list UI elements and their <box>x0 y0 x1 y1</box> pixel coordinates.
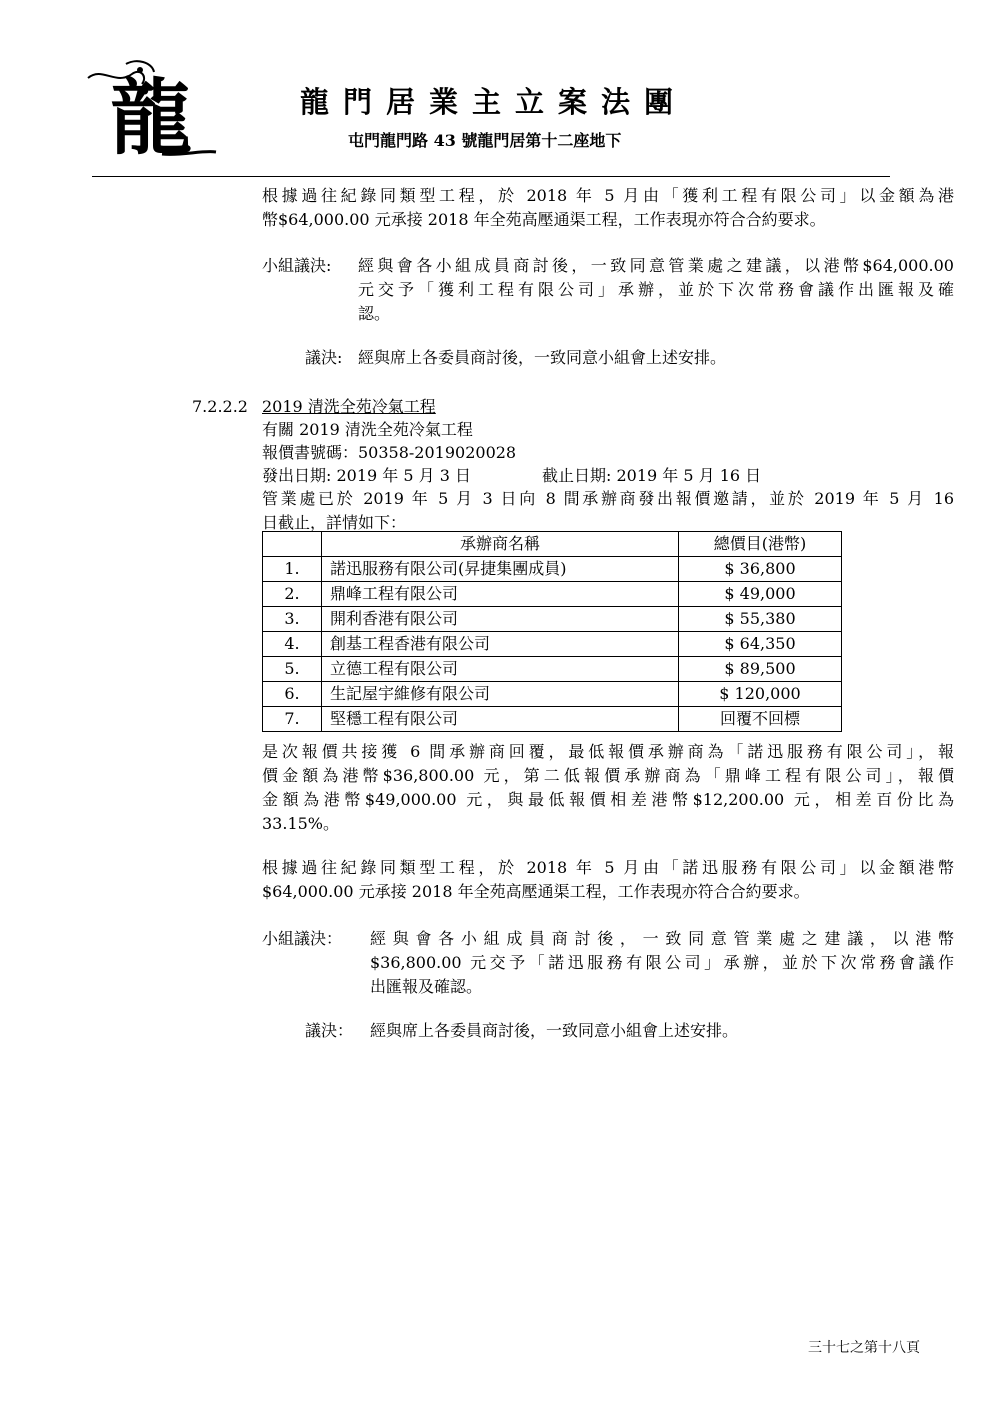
table-row: 4. 創基工程香港有限公司 $ 64,350 <box>263 632 842 657</box>
issue-date: 發出日期: 2019 年 5 月 3 日 <box>262 466 471 485</box>
page-number: 三十七之第十八頁 <box>808 1340 920 1356</box>
organization-name: 龍門居業主立案法團 <box>300 85 688 119</box>
header-contractor-cell: 承辦商名稱 <box>322 532 679 557</box>
table-header-row <box>263 532 842 557</box>
table-row: 3. 開利香港有限公司 $ 55,380 <box>263 607 842 632</box>
group-resolution-text: 經與會各小組成員商討後，一致同意管業處之建議，以港幣 $36,800.00 元交予「諾迅服務有限公司」承辦，並於下次常務會議作 出匯報及確認。 <box>370 929 954 996</box>
logo-character: 龍 <box>110 70 193 160</box>
table-row: 6. 生記屋宇維修有限公司 $ 120,000 <box>263 682 842 707</box>
dragon-logo <box>82 56 222 160</box>
item-about: 有關 2019 清洗全苑冷氣工程 <box>262 420 473 439</box>
item-title: 2019 清洗全苑冷氣工程 <box>262 397 436 416</box>
prev-history-paragraph: 根據過往紀錄同類型工程，於 2018 年 5 月由「獲利工程有限公司」以金額為港 幣$64,000.00 元承接 2018 年全苑高壓通渠工程，工作表現亦符合合約要求。 <box>262 186 954 229</box>
prev-group-resolution-text: 經與會各小組成員商討後，一致同意管業處之建議，以港幣$64,000.00 元交予「獲利工程有限公司」承辦，並於下次常務會議作出匯報及確 認。 <box>358 256 954 323</box>
table-row: 2. 鼎峰工程有限公司 $ 49,000 <box>263 582 842 607</box>
invitation-paragraph: 管業處已於 2019 年 5 月 3 日向 8 間承辦商發出報價邀請，並於 2019 年 5 月 16 日截止，詳情如下： <box>262 489 954 532</box>
table-row: 1. 諾迅服務有限公司(昇捷集團成員) $ 36,800 <box>263 557 842 582</box>
table-row: 5. 立德工程有限公司 $ 89,500 <box>263 657 842 682</box>
board-resolution-label: 議決： <box>305 1021 354 1040</box>
prev-board-resolution-text: 經與席上各委員商討後，一致同意小組會上述安排。 <box>358 348 727 367</box>
group-resolution-label: 小組議決： <box>262 929 343 948</box>
close-date: 截止日期: 2019 年 5 月 16 日 <box>542 466 762 485</box>
board-resolution-text: 經與席上各委員商討後，一致同意小組會上述安排。 <box>370 1021 739 1040</box>
header-divider <box>92 176 890 177</box>
header-price-cell: 總價目(港幣) <box>679 532 842 557</box>
quote-number: 報價書號碼：50358-2019020028 <box>262 443 517 462</box>
table-row: 7. 堅穩工程有限公司 回覆不回標 <box>263 707 842 732</box>
prev-board-resolution-label: 議決: <box>305 348 343 367</box>
prev-group-resolution-label: 小組議決: <box>262 256 332 275</box>
organization-address: 屯門龍門路 43 號龍門居第十二座地下 <box>348 131 622 150</box>
history-paragraph: 根據過往紀錄同類型工程，於 2018 年 5 月由「諾迅服務有限公司」以金額港幣 $64,000.00 元承接 2018 年全苑高壓通渠工程，工作表現亦符合合約要求。 <box>262 858 954 901</box>
quotation-table <box>262 531 842 732</box>
header-no-cell <box>263 532 322 557</box>
item-number: 7.2.2.2 <box>192 397 248 416</box>
summary-paragraph: 是次報價共接獲 6 間承辦商回覆，最低報價承辦商為「諾迅服務有限公司」，報 價金額為港幣$36,800.00 元，第二低報價承辦商為「鼎峰工程有限公司」，報價 金額為港幣$49,000.00 元，與最低報價相差港幣$12,200.00 元，相差百份比為 33.15%。 <box>262 742 954 833</box>
